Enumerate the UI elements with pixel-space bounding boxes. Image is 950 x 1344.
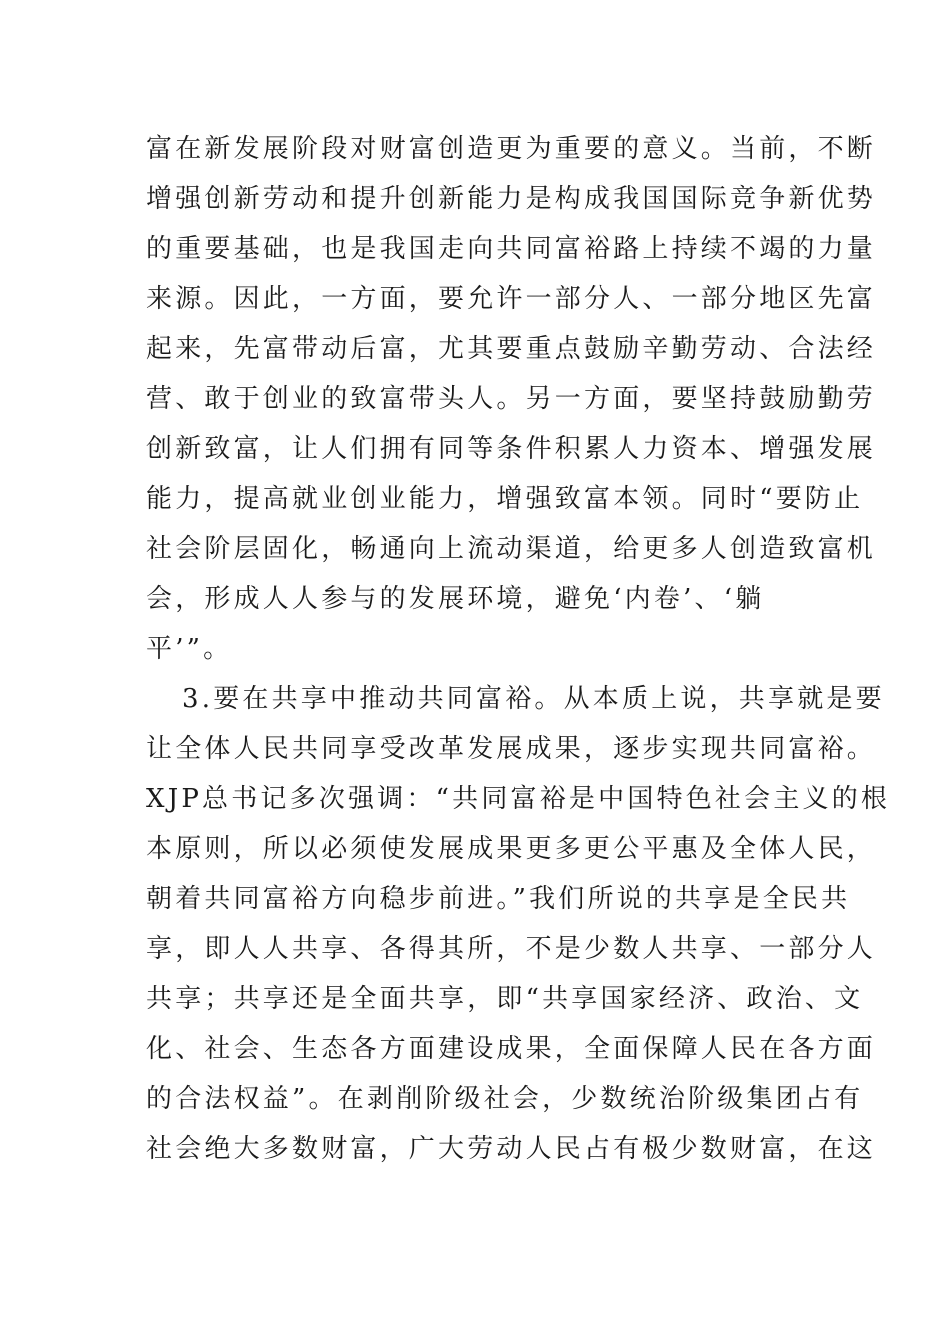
text-line: 社会阶层固化，畅通向上流动渠道，给更多人创造致富机: [146, 534, 877, 564]
body-text: [146, 124, 891, 1174]
text-line: 富在新发展阶段对财富创造更为重要的意义。当前，不断: [146, 134, 877, 164]
text-line: 平’”。: [146, 634, 233, 664]
text-line: 朝着共同富裕方向稳步前进。”我们所说的共享是全民共: [146, 884, 851, 914]
text-line: 增强创新劳动和提升创新能力是构成我国国际竞争新优势: [146, 184, 877, 214]
text-line: 化、社会、生态各方面建设成果，全面保障人民在各方面: [146, 1034, 877, 1064]
text-line: 创新致富，让人们拥有同等条件积累人力资本、增强发展: [146, 434, 877, 464]
text-line: XJP总书记多次强调：“共同富裕是中国特色社会主义的根: [146, 784, 891, 814]
text-line: 共享；共享还是全面共享，即“共享国家经济、政治、文: [146, 984, 864, 1014]
text-line: 本原则，所以必须使发展成果更多更公平惠及全体人民，: [146, 834, 877, 864]
text-line: 让全体人民共同享受改革发展成果，逐步实现共同富裕。: [146, 734, 877, 764]
section-heading-line: 3.要在共享中推动共同富裕。从本质上说，共享就是要: [182, 684, 885, 714]
text-line: 社会绝大多数财富，广大劳动人民占有极少数财富，在这: [146, 1134, 877, 1164]
text-line: 的合法权益”。在剥削阶级社会，少数统治阶级集团占有: [146, 1084, 864, 1114]
text-line: 会，形成人人参与的发展环境，避免‘内卷’、‘躺: [146, 584, 765, 614]
text-line: 的重要基础，也是我国走向共同富裕路上持续不竭的力量: [146, 234, 877, 264]
text-line: 来源。因此，一方面，要允许一部分人、一部分地区先富: [146, 284, 877, 314]
text-line: 享，即人人共享、各得其所，不是少数人共享、一部分人: [146, 934, 877, 964]
text-line: 起来，先富带动后富，尤其要重点鼓励辛勤劳动、合法经: [146, 334, 877, 364]
text-line: 营、敢于创业的致富带头人。另一方面，要坚持鼓励勤劳: [146, 384, 877, 414]
text-line: 能力，提高就业创业能力，增强致富本领。同时“要防止: [146, 484, 864, 514]
